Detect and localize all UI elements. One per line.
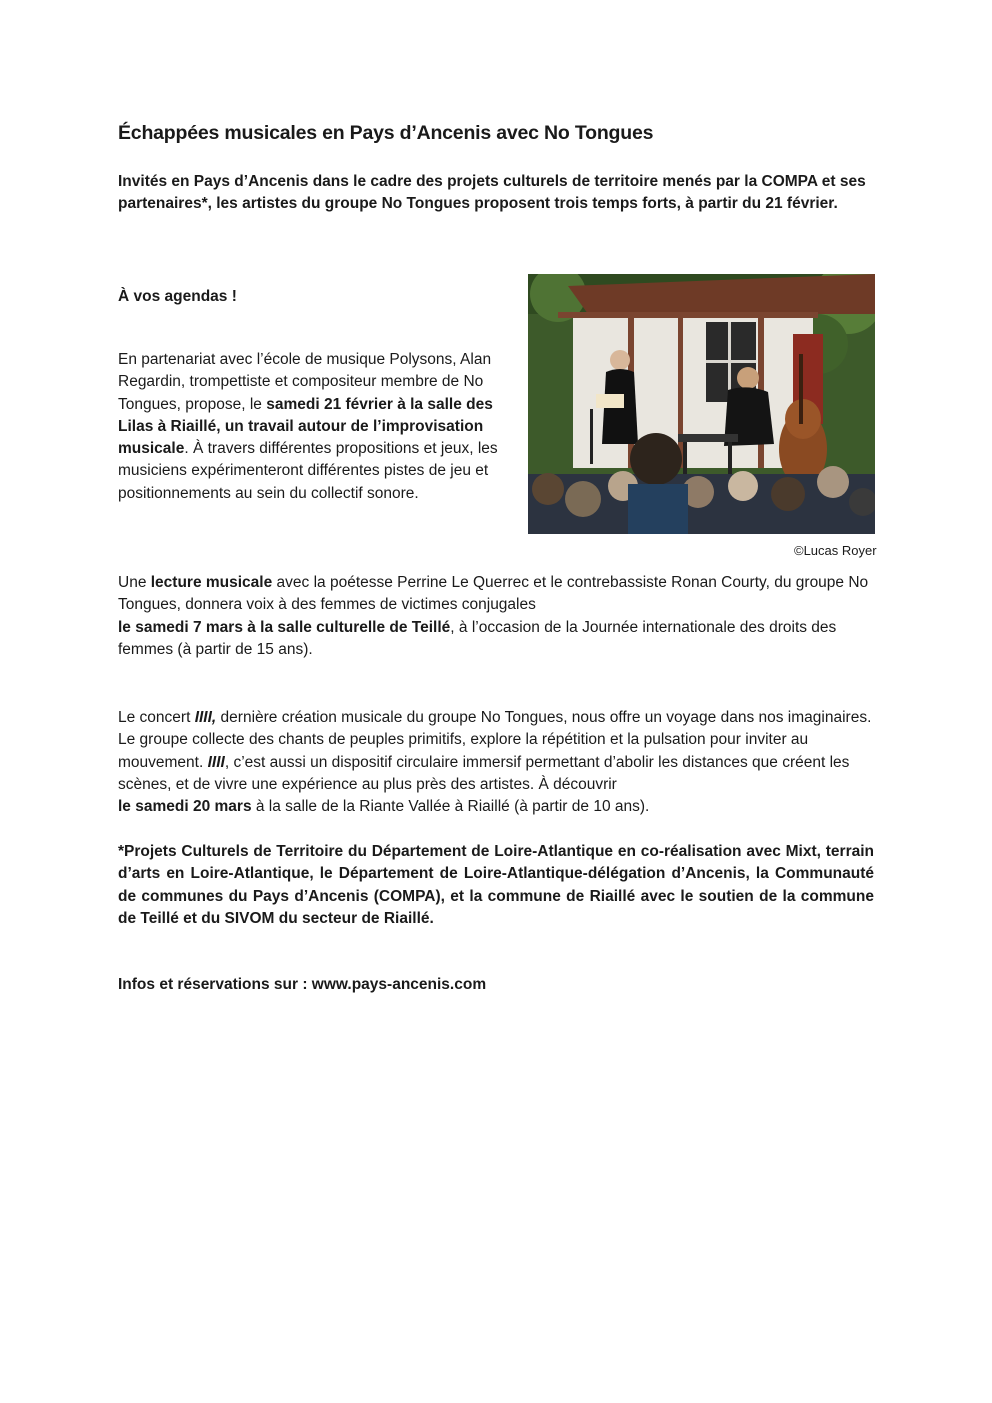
p2-text-3: , à l’occasion de la Journée internationale des droits des femmes (à partir de 15 ans).	[118, 618, 837, 658]
p2-text-1: Une	[118, 574, 151, 591]
p2-bold-2: le samedi 7 mars à la salle culturelle de Teillé	[118, 618, 451, 636]
infos-line: Infos et réservations sur : www.pays-ancenis.com	[118, 976, 487, 993]
page-title: Échappées musicales en Pays d’Ancenis avec No Tongues	[118, 122, 654, 144]
intro-paragraph: Invités en Pays d’Ancenis dans le cadre des projets culturels de territoire menés par la COMPA et ses partenaires*, les artistes du groupe No Tongues proposent trois temps forts, à partir du 21 février.	[118, 173, 866, 212]
p3-text-2: dernière création musicale du groupe No Tongues, nous offre un voyage dans nos imaginaires. Le groupe collecte des chants de peuples primitifs, explore la répétition et la pulsation pour inviter au mouvement.	[118, 709, 872, 771]
workshop-paragraph	[118, 349, 518, 505]
p3-bold-italic-1: IIII,	[194, 709, 217, 726]
p1-bold-1: samedi 21 février à la salle des Lilas à Riaillé, un travail autour de l’improvisation musicale	[118, 395, 493, 458]
photo-credit: ©Lucas Royer	[794, 543, 877, 558]
p3-text-1: Le concert	[118, 709, 195, 726]
footnote-paragraph: *Projets Culturels de Territoire du Département de Loire-Atlantique en co-réalisation avec Mixt, terrain d’arts en Loire-Atlantique, le Département de Loire-Atlantique-délégation d’Ancenis, la Communauté de communes du Pays d’Ancenis (COMPA), et la commune de Riaillé avec le soutien de la commune de Teillé et du SIVOM du secteur de Riaillé.	[118, 843, 874, 927]
p2-text-2: avec la poétesse Perrine Le Querrec et le contrebassiste Ronan Courty, du groupe No Tongues, donnera voix à des femmes de victimes conjugales	[118, 574, 869, 614]
reading-paragraph	[118, 572, 878, 661]
p1-text-1: En partenariat avec l’école de musique Polysons, Alan Regardin, trompettiste et compositeur membre de No Tongues, propose, le	[118, 351, 492, 413]
p3-text-3: , c’est aussi un dispositif circulaire immersif permettant d’abolir les distances que créent les scènes, et de vivre une expérience au plus près des artistes. À découvrir	[118, 753, 850, 793]
concert-photo-illustration	[528, 274, 875, 534]
p3-text-4: à la salle de la Riante Vallée à Riaillé (à partir de 10 ans).	[251, 798, 650, 816]
concert-paragraph	[118, 707, 878, 818]
concert-photo	[528, 274, 875, 534]
p2-bold-1: lecture musicale	[150, 574, 273, 591]
p3-bold-italic-2: IIII	[207, 753, 225, 771]
p3-bold-1: le samedi 20 mars	[118, 798, 252, 816]
p1-text-2: . À travers différentes propositions et jeux, les musiciens expérimenteront différentes pistes de jeu et positionnements au sein du collectif sonore.	[118, 440, 498, 502]
agenda-heading: À vos agendas !	[118, 288, 237, 305]
